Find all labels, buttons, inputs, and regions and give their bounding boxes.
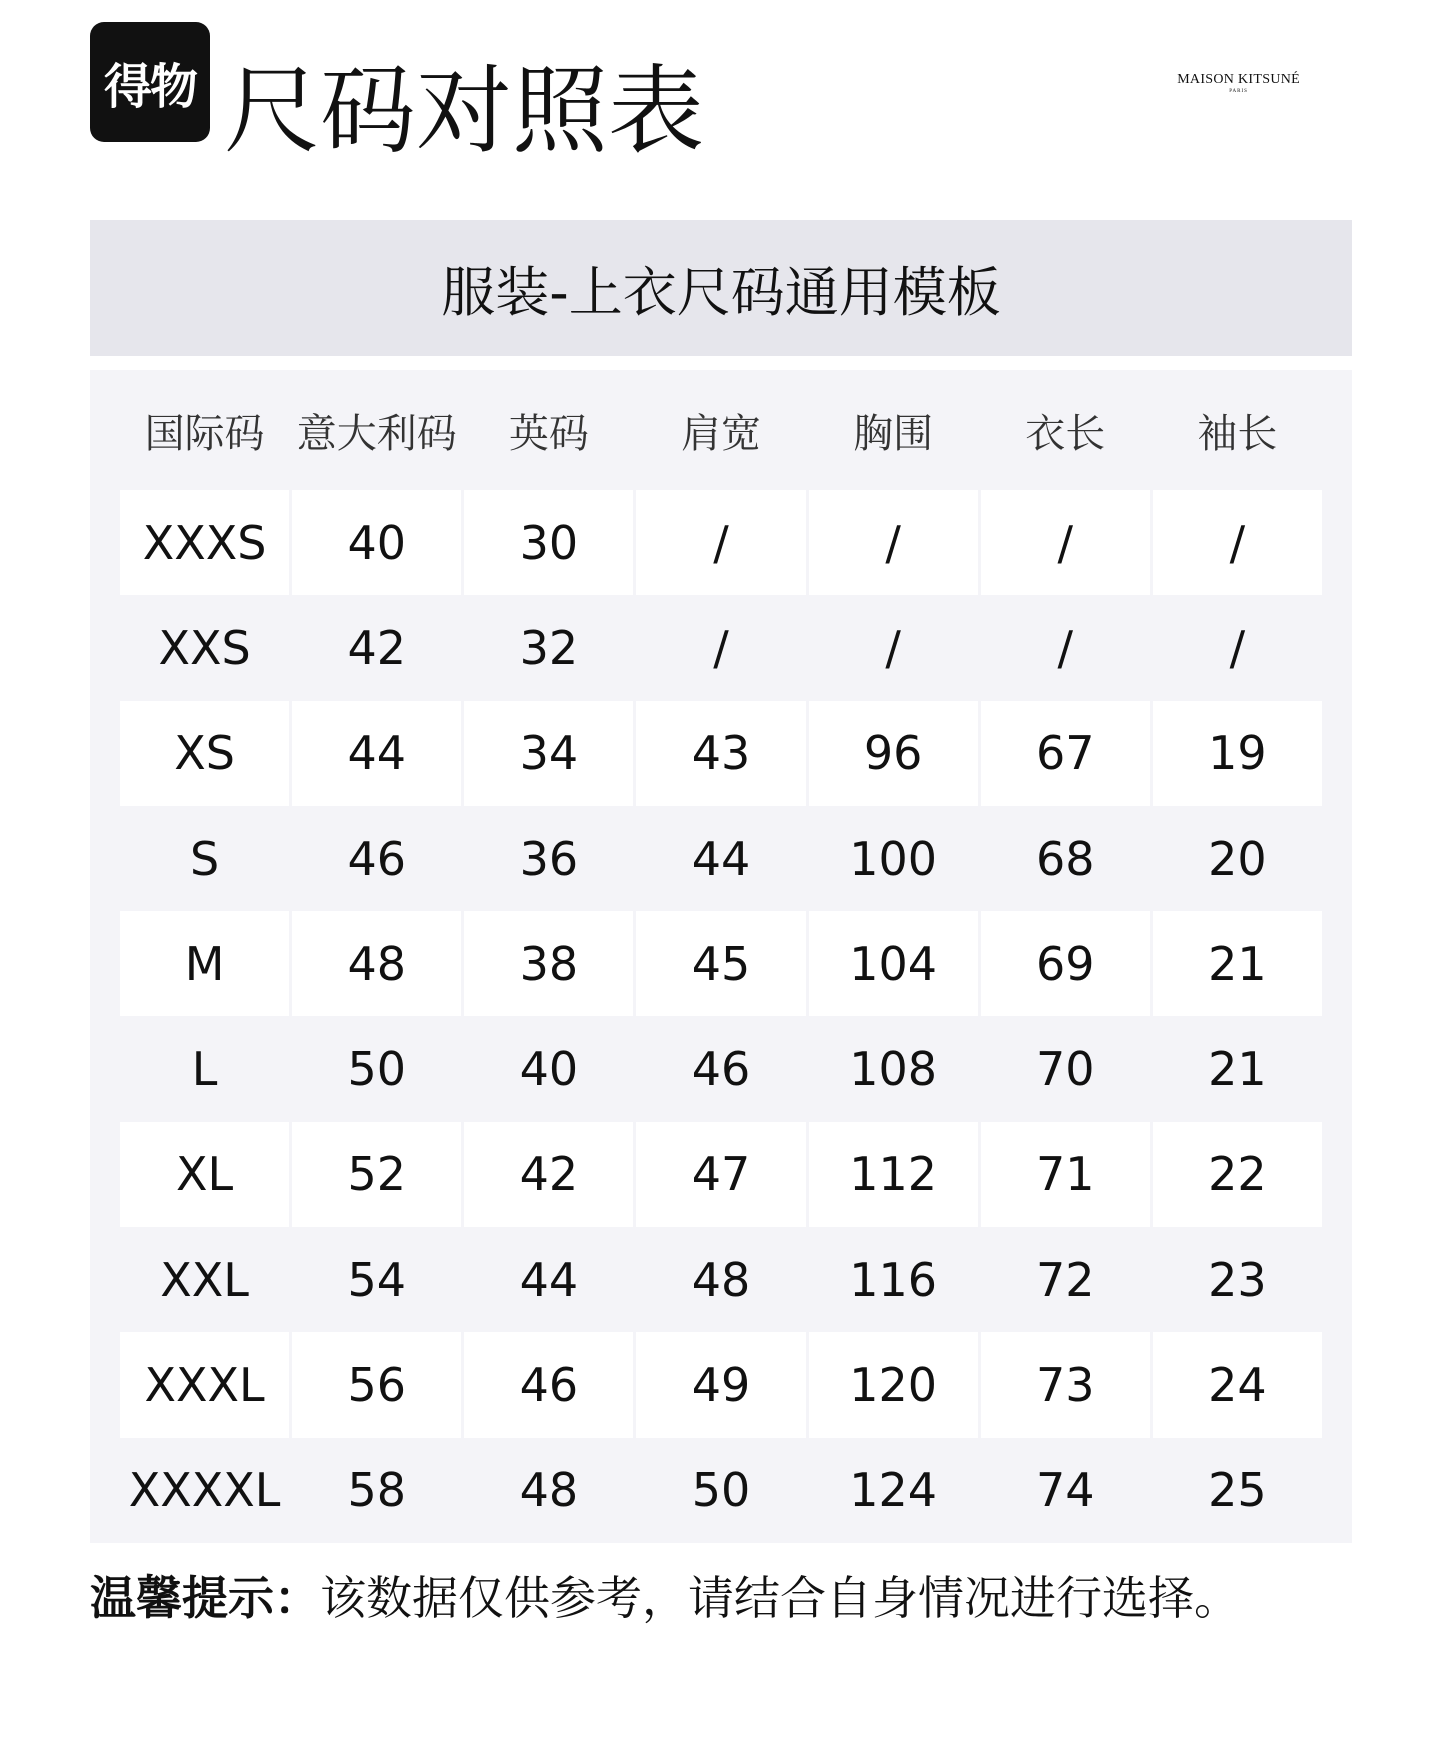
column-header: 袖长 (1197, 410, 1278, 457)
table-cell: 96 (809, 701, 978, 806)
table-body (120, 490, 1322, 1543)
table-cell: XL (120, 1122, 289, 1227)
table-cell: 48 (292, 911, 461, 1016)
column-header: 意大利码 (296, 410, 457, 457)
table-row (120, 911, 1322, 1016)
table-cell: 43 (636, 701, 805, 806)
table-cell: 22 (1153, 1122, 1322, 1227)
table-title: 服装-上衣尺码通用模板 (441, 260, 1001, 324)
table-cell: 40 (519, 1042, 579, 1097)
table-cell: / (1153, 490, 1322, 595)
table-row (120, 595, 1322, 700)
table-cell: 48 (691, 1252, 751, 1307)
brand-sub: PARIS (1229, 89, 1248, 94)
table-cell: 71 (981, 1122, 1150, 1227)
table-cell: 38 (464, 911, 633, 1016)
table-cell: 116 (849, 1252, 938, 1307)
table-cell: 32 (519, 620, 579, 675)
table-row (120, 1227, 1322, 1332)
table-cell: 45 (636, 911, 805, 1016)
table-row (120, 1016, 1322, 1121)
table-cell: / (713, 620, 729, 675)
size-table (90, 370, 1352, 1543)
tip-note (90, 1568, 1240, 1628)
table-cell: 23 (1208, 1252, 1267, 1307)
table-cell: 58 (347, 1463, 406, 1518)
column-header: 国际码 (144, 410, 265, 457)
header (90, 22, 1350, 172)
table-cell: L (191, 1042, 218, 1097)
table-cell: 42 (347, 620, 406, 675)
table-cell: 19 (1153, 701, 1322, 806)
table-cell: 104 (809, 911, 978, 1016)
table-cell: S (189, 831, 220, 886)
table-cell: 74 (1036, 1463, 1095, 1518)
table-row (120, 1332, 1322, 1437)
table-row (120, 490, 1322, 595)
table-cell: 48 (519, 1463, 579, 1518)
table-cell: 47 (636, 1122, 805, 1227)
table-cell: 52 (292, 1122, 461, 1227)
table-cell: XXL (160, 1252, 249, 1307)
column-header: 英码 (508, 410, 589, 457)
table-cell: 124 (849, 1463, 938, 1518)
table-cell: M (120, 911, 289, 1016)
brand-name: MAISON KITSUNÉ (1177, 72, 1300, 87)
table-cell: XS (120, 701, 289, 806)
table-cell: XXS (158, 620, 251, 675)
table-cell: XXXL (120, 1332, 289, 1437)
table-cell: / (1229, 620, 1246, 675)
table-cell: 46 (691, 1042, 751, 1097)
table-cell: / (885, 620, 901, 675)
tip-text: 该数据仅供参考，请结合自身情况进行选择。 (320, 1571, 1240, 1625)
table-cell: 70 (1036, 1042, 1095, 1097)
table-cell: 34 (464, 701, 633, 806)
table-cell: 44 (519, 1252, 579, 1307)
table-cell: 46 (347, 831, 406, 886)
table-cell: 100 (849, 831, 938, 886)
column-header: 衣长 (1025, 410, 1106, 457)
table-cell: 50 (347, 1042, 406, 1097)
table-title-bar (90, 220, 1352, 356)
table-cell: / (636, 490, 805, 595)
table-cell: 67 (981, 701, 1150, 806)
table-cell: 30 (464, 490, 633, 595)
table-row (120, 1122, 1322, 1227)
table-row (120, 701, 1322, 806)
table-cell: 20 (1208, 831, 1267, 886)
table-cell: 49 (636, 1332, 805, 1437)
table-cell: 73 (981, 1332, 1150, 1437)
table-cell: 24 (1153, 1332, 1322, 1437)
table-cell: 44 (691, 831, 751, 886)
table-cell: 69 (981, 911, 1150, 1016)
table-row (120, 1438, 1322, 1543)
table-cell: 54 (347, 1252, 406, 1307)
table-cell: XXXXL (128, 1463, 281, 1518)
column-header: 胸围 (853, 410, 934, 457)
table-cell: 72 (1036, 1252, 1095, 1307)
table-cell: 40 (292, 490, 461, 595)
table-header-row (120, 370, 1322, 490)
table-cell: 42 (464, 1122, 633, 1227)
table-cell: 36 (519, 831, 579, 886)
table-cell: 21 (1208, 1042, 1267, 1097)
table-cell: 68 (1036, 831, 1095, 886)
logo-text: 得物 (103, 58, 196, 115)
table-cell: / (1057, 620, 1074, 675)
table-cell: 44 (292, 701, 461, 806)
table-cell: 108 (849, 1042, 938, 1097)
table-row (120, 806, 1322, 911)
table-cell: XXXS (120, 490, 289, 595)
table-cell: 120 (809, 1332, 978, 1437)
page-title: 尺码对照表 (224, 55, 704, 167)
table-cell: / (809, 490, 978, 595)
brand-logo (1177, 72, 1300, 94)
table-cell: 21 (1153, 911, 1322, 1016)
tip-label: 温馨提示： (90, 1571, 320, 1625)
dewu-logo (90, 22, 210, 142)
table-cell: 46 (464, 1332, 633, 1437)
table-cell: 112 (809, 1122, 978, 1227)
table-cell: 50 (691, 1463, 751, 1518)
table-cell: 56 (292, 1332, 461, 1437)
table-cell: / (981, 490, 1150, 595)
column-header: 肩宽 (680, 410, 761, 457)
table-cell: 25 (1208, 1463, 1267, 1518)
